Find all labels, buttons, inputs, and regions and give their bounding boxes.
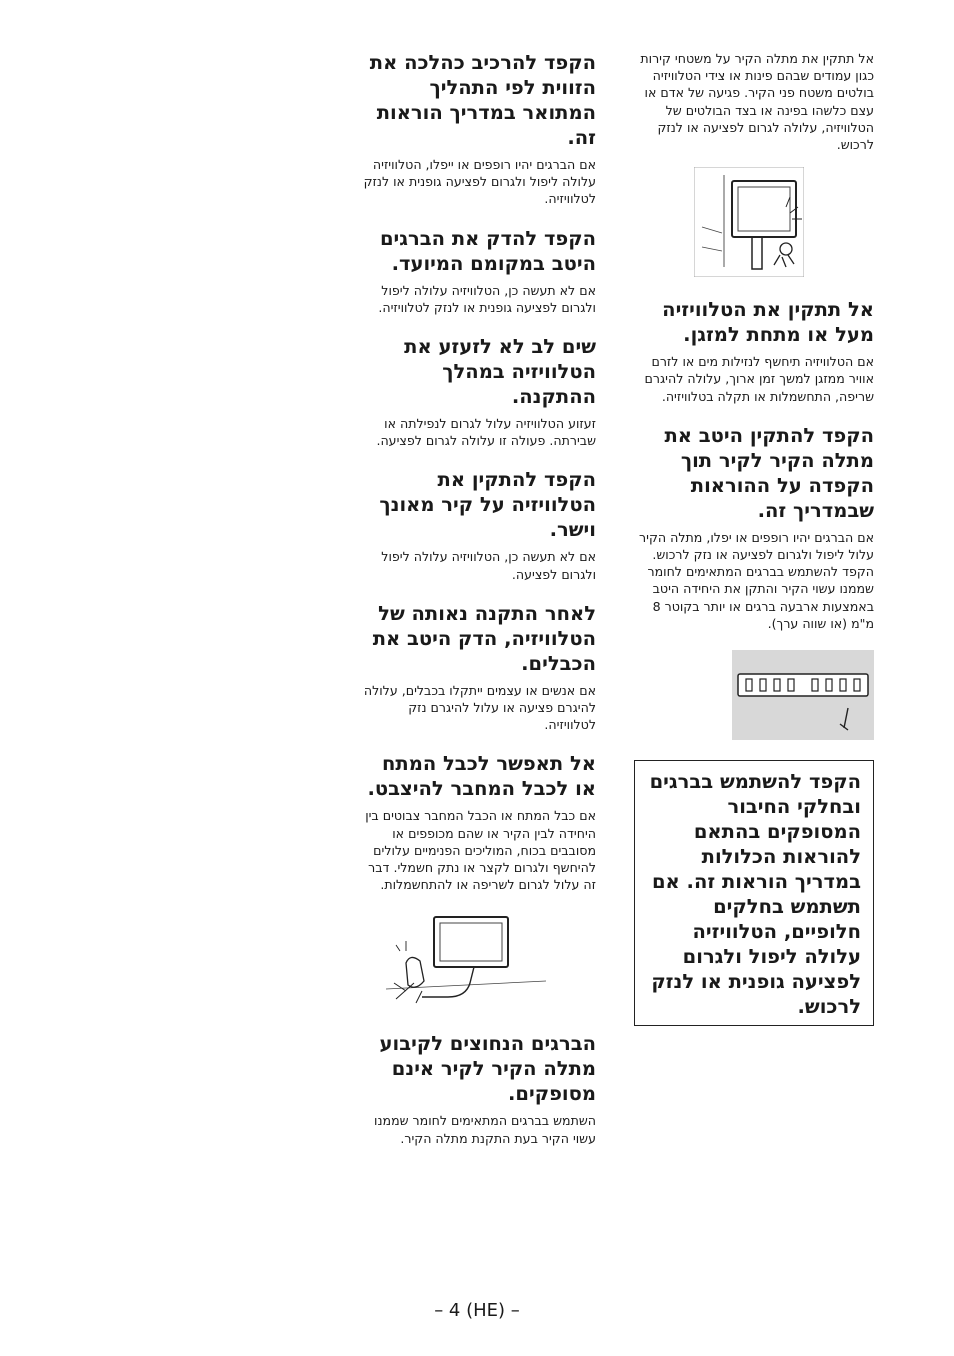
- section-title-secure-bracket: הקפד להתקין היטב את מתלה הקיר לקיר תוך הקפדה על ההוראות שבמדריך זה.: [664, 423, 874, 522]
- tv-corner-illustration: [694, 167, 804, 277]
- section-text-tighten-screws: אם לא תעשה כן, הטלוויזיה עלולה ליפול ולגרום לפציעה גופנית או לנזק לטלוויזיה.: [378, 282, 596, 315]
- section-text-ac: אם הטלוויזיה תיחשף לנזילות מים או לזרם אוויר ממזגן למשך זמן ארוך, עלולה להיגרם שריפה, התחשמלות או תקלה בטלוויזיה.: [644, 354, 874, 404]
- wall-bracket-illustration: [732, 650, 874, 740]
- pinched-cable-illustration: [386, 911, 546, 1011]
- section-title-assemble-angle: הקפד להרכיב כהלכה את הזווית לפי התהליך המתואר במדריך הוראות זה.: [369, 51, 596, 149]
- left-column: [356, 50, 596, 1165]
- section-title-pinch-cable: אל תאפשר לכבל המתח או לכבל המחבר להיצבט.: [367, 752, 596, 801]
- section-text-screws-not-supplied: השתמש בברגים המתאימים לחומר שממנו עשוי הקיר בעת התקנת מתלה הקיר.: [374, 1113, 596, 1146]
- page-number: – 4 (HE) –: [434, 1300, 520, 1321]
- section-text-secure-bracket: אם הברגים יהיו רופפים או יפלו, מתלה הקיר עלול ליפול ולגרום לפציעה או נזק לרכוש. הקפד להשתמש בברגים המתאימים לחומר שממנו עשוי הקיר והתקן את היחידה היטב באמצעות ארבעה ברגים או יותר בקוטר 8 מ"מ (או שווה ערך).: [639, 529, 874, 631]
- parts-warning-box: הקפד להשתמש בברגים ובחלקי החיבור המסופקים בהתאם להוראות הכלולות במדריך הוראות זה. אם תשתמש בחלקים חלופיים, הטלוויזיה עלולה ליפול ולגרום לפציעה גופנית או לנזק לרכוש.: [634, 760, 874, 1026]
- section-title-vertical-wall: הקפד להתקין את הטלוויזיה על קיר מאונך וישר.: [379, 468, 596, 542]
- section-text-secure-cables: אם אנשים או עצמים ייתקלו בכבלים, עלולה להיגרם פציעה או עלול להיגרם נזק לטלוויזיה.: [363, 682, 596, 733]
- section-text-pinch-cable: אם כבל המתח או הכבל המחבר צבוטים בין היחידה לבין הקיר או שהם מכופפים או מסובבים בכוח, המוליכים הפנימיים עלולים להיחשף ולגרום לקצר או נתק חשמלי. דבר זה עלול לגרום לשריפה או להתחשמלות.: [365, 808, 596, 893]
- section-title-tighten-screws: הקפד להדק את הברגים היטב במקומם המיועד.: [379, 226, 596, 275]
- section-title-ac: אל תתקין את הטלוויזיה מעל או מתחת למזגן.: [662, 298, 874, 347]
- section-title-secure-cables: לאחר התקנה נאותה של הטלוויזיה, הדק היטב את הכבלים.: [372, 601, 596, 675]
- section-title-no-shake: שים לב לא לזעזע את הטלוויזיה במהלך ההתקנה.: [404, 335, 596, 409]
- section-text-vertical-wall: אם לא תעשה כן, הטלוויזיה עלולה ליפול ולגרום לפציעה.: [381, 549, 596, 582]
- section-text-no-shake: זעזוע הטלוויזיה עלול לגרום לנפילתה או שבירתה. פעולה זו עלולה לגרום לפציעה.: [376, 416, 596, 449]
- section-text-assemble-angle: אם הברגים יהיו רופפים או ייפלו, הטלוויזיה עלולה ליפול ולגרום לפציעה גופנית או לנזק לטלוויזיה.: [363, 157, 596, 207]
- right-column: [632, 50, 874, 1026]
- section-title-screws-not-supplied: הברגים הנחוצים לקיבוע מתלה הקיר לקיר אינם מסופקים.: [379, 1032, 596, 1106]
- intro-text: אל תתקין את מתלה הקיר על משטחי קירות כגון עמודים שבהם פינות או צידי הטלוויזיה בולטים משטח פני הקיר. פגיעה של אדם או עצם כלשהו בפינה או בצד הבולטים של הטלוויזיה, עלולה לגרום לפציעה או לנזק לרכוש.: [640, 51, 874, 153]
